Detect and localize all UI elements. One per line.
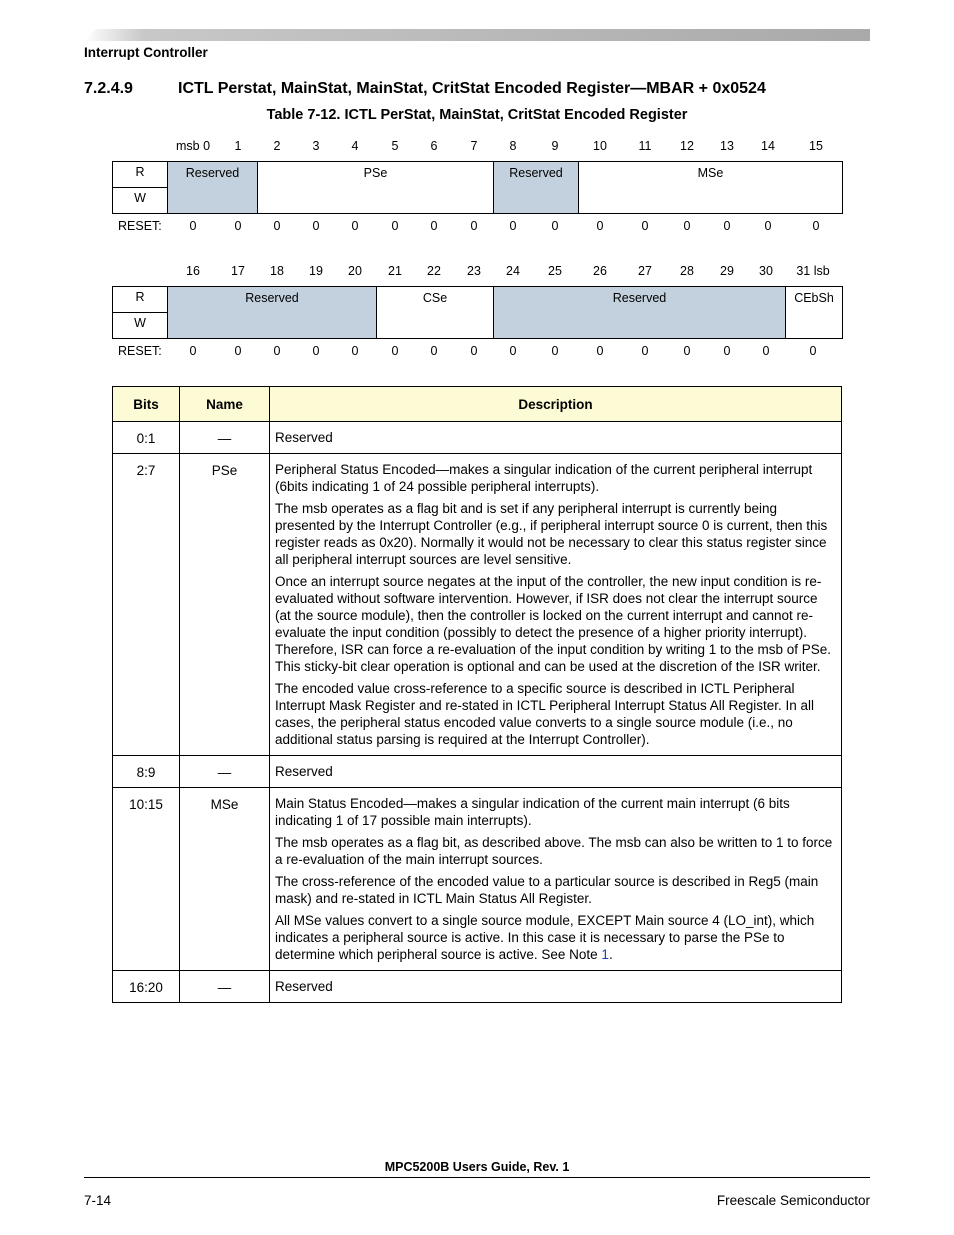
bit-number: 27 <box>638 264 652 278</box>
bit-number: 22 <box>427 264 441 278</box>
running-head: Interrupt Controller <box>84 45 208 60</box>
name-cell: — <box>180 422 270 454</box>
read-row-label: R <box>112 286 168 313</box>
write-row-label: W <box>112 187 168 214</box>
field-mse: MSe <box>578 161 843 214</box>
reset-value: 0 <box>470 344 478 358</box>
bit-number: 21 <box>388 264 402 278</box>
field-cse: CSe <box>376 286 494 339</box>
footer-company: Freescale Semiconductor <box>716 1193 870 1208</box>
bit-number: 12 <box>680 139 694 153</box>
footer-divider <box>84 1177 870 1178</box>
column-header-name: Name <box>180 387 270 422</box>
bit-number: msb 0 <box>175 139 211 153</box>
name-cell: MSe <box>180 788 270 971</box>
description-cell <box>270 454 842 756</box>
bit-number: 7 <box>470 139 478 153</box>
section-title: ICTL Perstat, MainStat, MainStat, CritStat Encoded Register—MBAR + 0x0524 <box>178 80 766 97</box>
reset-value: 0 <box>551 344 559 358</box>
bits-cell: 10:15 <box>113 788 180 971</box>
bit-number: 2 <box>273 139 281 153</box>
table-caption: Table 7-12. ICTL PerStat, MainStat, CritStat Encoded Register <box>266 107 688 123</box>
bit-number: 3 <box>312 139 320 153</box>
bit-description-table <box>112 386 842 1003</box>
bit-number: 8 <box>509 139 517 153</box>
reset-value: 0 <box>189 344 197 358</box>
field-cebsh: CEbSh <box>785 286 843 339</box>
description-paragraph <box>275 912 835 963</box>
bits-cell: 0:1 <box>113 422 180 454</box>
description-text: . <box>608 947 613 962</box>
read-row-label: R <box>112 161 168 188</box>
description-paragraph: Reserved <box>275 764 333 779</box>
bit-number: 1 <box>234 139 242 153</box>
description-cell <box>270 788 842 971</box>
reset-value: 0 <box>596 344 604 358</box>
reset-value: 0 <box>273 344 281 358</box>
reset-value: 0 <box>391 219 399 233</box>
name-cell: — <box>180 756 270 788</box>
reset-value: 0 <box>351 344 359 358</box>
reset-value: 0 <box>641 344 649 358</box>
description-cell <box>270 971 842 1003</box>
field-reserved: Reserved <box>493 286 786 339</box>
reset-value: 0 <box>470 219 478 233</box>
bit-number: 14 <box>761 139 775 153</box>
bit-number: 10 <box>593 139 607 153</box>
reset-value: 0 <box>430 344 438 358</box>
table-row <box>113 756 842 788</box>
reset-value: 0 <box>312 344 320 358</box>
bit-number: 5 <box>391 139 399 153</box>
bit-number: 11 <box>638 139 652 153</box>
reset-value: 0 <box>234 344 242 358</box>
bit-number: 28 <box>680 264 694 278</box>
description-paragraph: Once an interrupt source negates at the input of the controller, the new input condition is re-evaluated without software intervention. However, if ISR does not clear the interrupt source (at the source module), then the controller is locked on the current interrupt and cannot re-evaluate the input condition (possibly to detect the presence of a higher priority interrupt). Therefore, ISR can force a re-evaluation of the input condition by writing 1 to the msb of PSe. This sticky-bit clear operation is optional and can be used at the discretion of the ISR writer. <box>275 574 832 674</box>
bit-number: 6 <box>430 139 438 153</box>
bit-number: 29 <box>720 264 734 278</box>
bit-number: 25 <box>548 264 562 278</box>
reset-value: 0 <box>641 219 649 233</box>
section-number: 7.2.4.9 <box>84 80 133 97</box>
description-paragraph: Peripheral Status Encoded—makes a singular indication of the current peripheral interrupt (6bits indicating 1 of 24 possible peripheral interrupts). <box>275 462 813 494</box>
bit-number: 9 <box>551 139 559 153</box>
bits-cell: 16:20 <box>113 971 180 1003</box>
description-paragraph: The msb operates as a flag bit, as described above. The msb can also be written to 1 to force a re-evaluation of the main interrupt sources. <box>275 835 833 867</box>
reset-label: RESET: <box>118 344 162 358</box>
reset-value: 0 <box>509 219 517 233</box>
bit-number: 15 <box>809 139 823 153</box>
description-paragraph: Main Status Encoded—makes a singular indication of the current main interrupt (6 bits indicating 1 of 17 possible main interrupts). <box>275 796 790 828</box>
column-header-description: Description <box>270 387 842 422</box>
column-header-bits: Bits <box>113 387 180 422</box>
description-paragraph: The msb operates as a flag bit and is set if any peripheral interrupt is currently being presented by the Interrupt Controller (e.g., if peripheral interrupt source 0 is current, then this register reads as 0x20). Normally it would not be necessary to clear this status register since all peripheral interrupt sources are level sensitive. <box>275 501 828 567</box>
reset-value: 0 <box>596 219 604 233</box>
bit-number: 16 <box>186 264 200 278</box>
reset-value: 0 <box>723 219 731 233</box>
reset-row <box>0 344 954 360</box>
reset-value: 0 <box>812 219 820 233</box>
reset-value: 0 <box>351 219 359 233</box>
reset-value: 0 <box>723 344 731 358</box>
reset-value: 0 <box>312 219 320 233</box>
table-row <box>113 422 842 454</box>
reset-value: 0 <box>234 219 242 233</box>
bit-number: 20 <box>348 264 362 278</box>
bit-number-row <box>0 264 954 280</box>
bit-number: 30 <box>759 264 773 278</box>
bit-number: 13 <box>720 139 734 153</box>
description-paragraph: Reserved <box>275 430 333 445</box>
reset-value: 0 <box>764 219 772 233</box>
reset-value: 0 <box>273 219 281 233</box>
reset-value: 0 <box>551 219 559 233</box>
reset-row <box>0 219 954 235</box>
reset-value: 0 <box>762 344 770 358</box>
reset-value: 0 <box>430 219 438 233</box>
name-cell: PSe <box>180 454 270 756</box>
description-text: All MSe values convert to a single source module, EXCEPT Main source 4 (LO_int), which indicates a peripheral source is active. In this case it is necessary to parse the PSe to determine which peripheral source is active. See Note <box>275 913 815 962</box>
write-row-label: W <box>112 312 168 339</box>
field-reserved: Reserved <box>167 286 377 339</box>
bits-cell: 2:7 <box>113 454 180 756</box>
reset-value: 0 <box>509 344 517 358</box>
header-bar <box>84 29 870 41</box>
description-paragraph: Reserved <box>275 979 333 994</box>
description-cell <box>270 756 842 788</box>
bit-number: 4 <box>351 139 359 153</box>
bit-number: 26 <box>593 264 607 278</box>
reset-value: 0 <box>683 344 691 358</box>
bit-number: 31 lsb <box>796 264 830 278</box>
table-row <box>113 971 842 1003</box>
register-fields <box>112 161 843 214</box>
page-number: 7-14 <box>84 1193 112 1208</box>
reset-value: 0 <box>809 344 817 358</box>
bit-number: 17 <box>231 264 245 278</box>
reset-value: 0 <box>189 219 197 233</box>
footer-doc-title: MPC5200B Users Guide, Rev. 1 <box>384 1160 570 1174</box>
bit-number: 19 <box>309 264 323 278</box>
description-cell <box>270 422 842 454</box>
description-paragraph: The cross-reference of the encoded value to a particular source is described in Reg5 (main mask) and re-stated in ICTL Main Status All Register. <box>275 874 819 906</box>
reset-label: RESET: <box>118 219 162 233</box>
register-fields <box>112 286 843 339</box>
name-cell: — <box>180 971 270 1003</box>
field-pse: PSe <box>257 161 494 214</box>
reset-value: 0 <box>683 219 691 233</box>
bit-number: 24 <box>506 264 520 278</box>
bit-number: 18 <box>270 264 284 278</box>
table-row <box>113 454 842 756</box>
description-paragraph: The encoded value cross-reference to a specific source is described in ICTL Peripheral Interrupt Mask Register and re-stated in ICTL Peripheral Interrupt Status All Register. In all cases, the peripheral status encoded value converts to a single source module (i.e., no additional status parsing is required at the Interrupt Controller). <box>275 681 814 747</box>
table-header-row <box>113 387 842 422</box>
note-link[interactable]: 1 <box>601 947 609 962</box>
bit-number: 23 <box>467 264 481 278</box>
reset-value: 0 <box>391 344 399 358</box>
section-heading <box>84 80 766 98</box>
bits-cell: 8:9 <box>113 756 180 788</box>
field-reserved: Reserved <box>493 161 579 214</box>
field-reserved: Reserved <box>167 161 258 214</box>
table-row <box>113 788 842 971</box>
bit-number-row <box>0 139 954 155</box>
